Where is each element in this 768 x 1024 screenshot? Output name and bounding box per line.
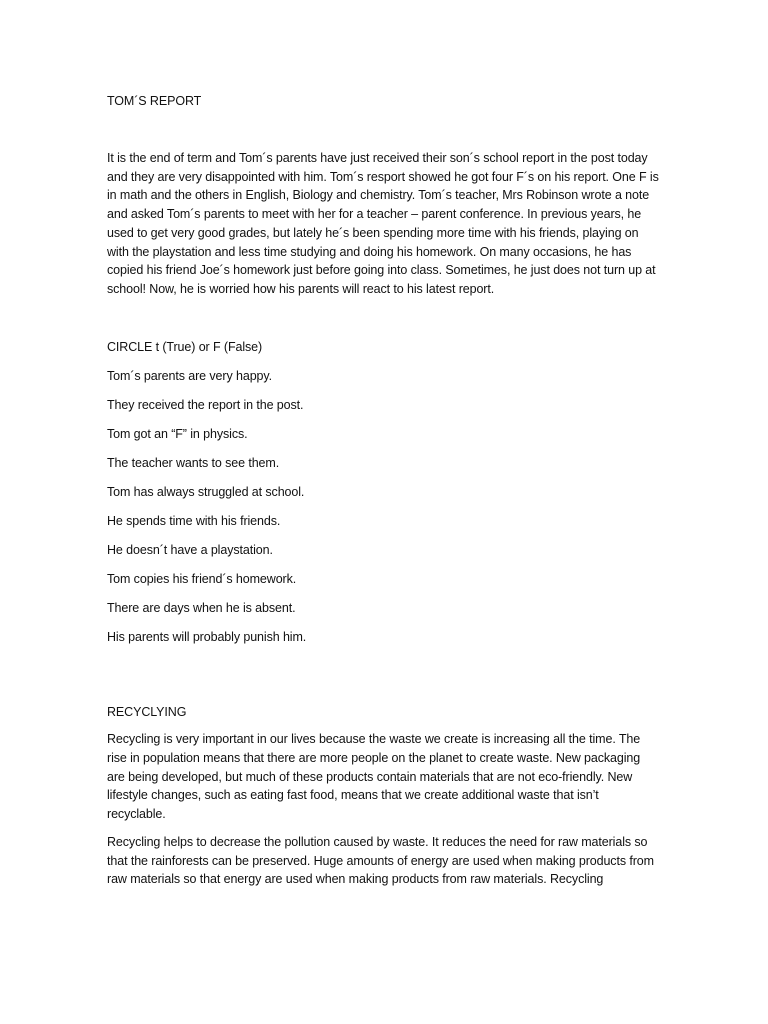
document-page (107, 92, 659, 889)
recycling-paragraph-1: Recycling is very important in our lives because the waste we create is increasing all the time. The rise in population means that there are more people on the planet to create waste. New packaging are being developed, but much of these products contain materials that are not eco-friendly. New lifestyle changes, such as eating fast food, means that we create additional waste that isn’t recyclable. (107, 732, 641, 822)
recycling-paragraph-2: Recycling helps to decrease the pollution caused by waste. It reduces the need for raw materials so that the rainforests can be preserved. Huge amounts of energy are used when making products from raw materials so that energy are used when making products from raw materials. Recycling (107, 834, 654, 887)
recycling-title: RECYCLYING (107, 705, 187, 720)
statement-item: He spends time with his friends. (107, 514, 281, 529)
statement-item: Tom copies his friend´s homework. (107, 572, 297, 587)
statement-item: The teacher wants to see them. (107, 456, 280, 471)
statement-item: His parents will probably punish him. (107, 630, 307, 645)
true-false-instruction: CIRCLE t (True) or F (False) (107, 339, 263, 354)
story-paragraph: It is the end of term and Tom´s parents have just received their son´s school report in the post today and they are very disappointed with him. Tom´s resport showed he got four F´s on his report. One F is in math and the others in English, Biology and chemistry. Tom´s teacher, Mrs Robinson wrote a note and asked Tom´s parents to meet with her for a teacher – parent conference. In previous years, he used to get very good grades, but lately he´s been spending more time with his friends, playing on with the playstation and less time studying and doing his homework. On many occasions, he has copied his friend Joe´s homework just before going into class. Sometimes, he just does not turn up at school! Now, he is worried how his parents will react to his latest report. (107, 151, 659, 296)
statement-item: There are days when he is absent. (107, 601, 296, 616)
statement-item: He doesn´t have a playstation. (107, 543, 273, 558)
statement-list (107, 367, 659, 647)
report-title: TOM´S REPORT (107, 94, 202, 108)
statement-item: Tom has always struggled at school. (107, 485, 305, 500)
statement-item: Tom got an “F” in physics. (107, 427, 248, 442)
statement-item: Tom´s parents are very happy. (107, 369, 272, 384)
statement-item: They received the report in the post. (107, 398, 304, 413)
